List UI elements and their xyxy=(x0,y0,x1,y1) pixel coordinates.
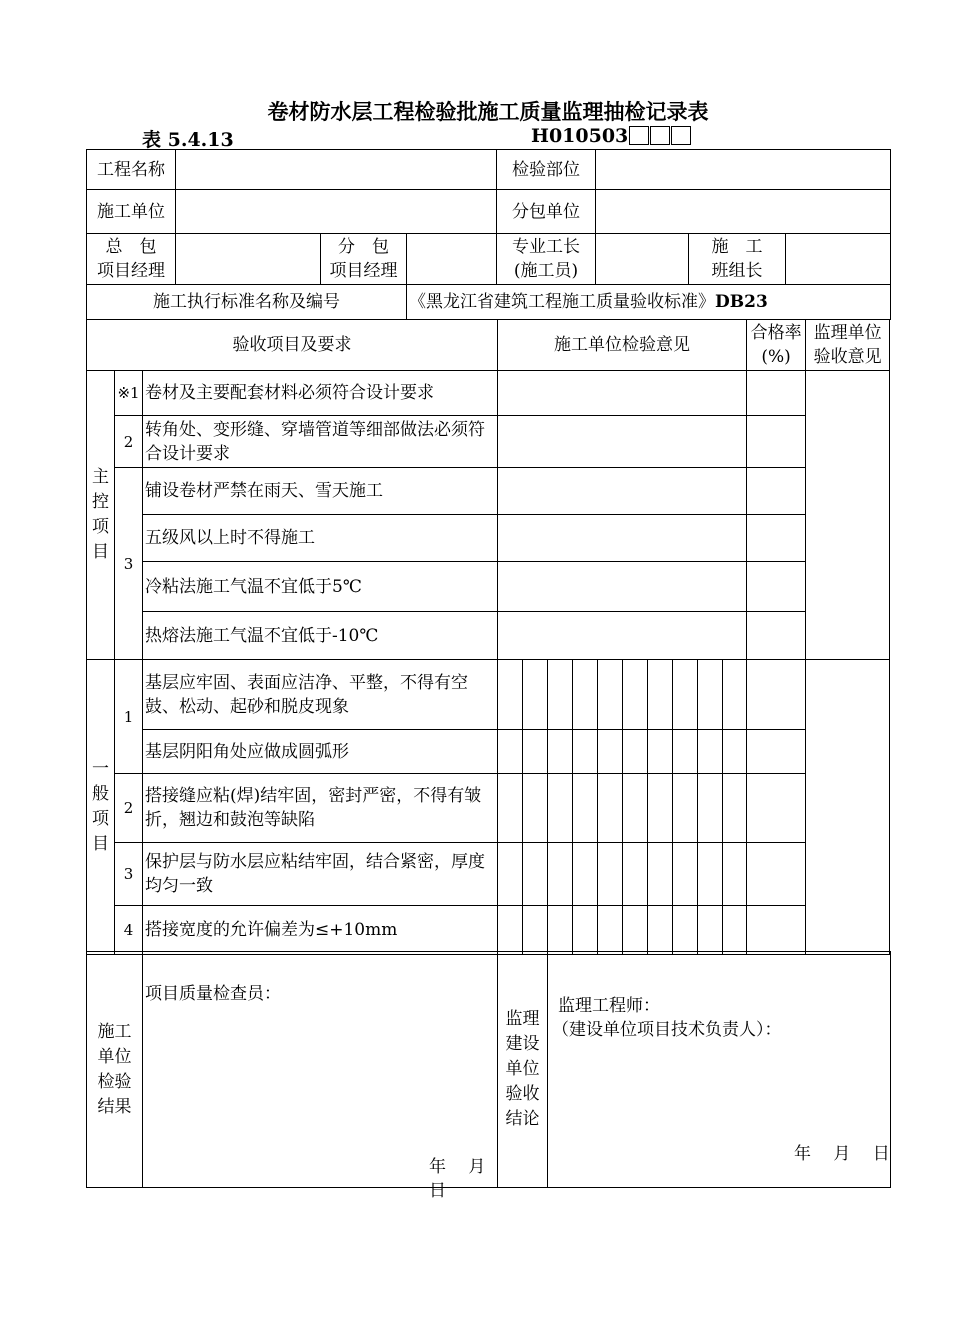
foreman-label xyxy=(497,234,596,285)
check-cell[interactable] xyxy=(498,843,523,906)
main-opinion-cell[interactable] xyxy=(498,612,747,660)
main-item-no: ※1 xyxy=(115,371,143,416)
sub-unit-field[interactable] xyxy=(596,190,891,234)
check-cell[interactable] xyxy=(723,774,747,843)
check-cell[interactable] xyxy=(548,730,573,774)
foreman-line-1: 专业工长 xyxy=(512,237,581,257)
check-cell[interactable] xyxy=(598,660,623,730)
general-label-char-3: 项 xyxy=(92,809,109,829)
check-cell[interactable] xyxy=(523,660,548,730)
main-item-no: 3 xyxy=(115,468,143,660)
code-box-3[interactable] xyxy=(671,126,691,145)
check-cell[interactable] xyxy=(498,730,523,774)
general-rate-cell[interactable] xyxy=(747,843,806,906)
check-cell[interactable] xyxy=(698,730,723,774)
main-opinion-cell[interactable] xyxy=(498,468,747,515)
engineer-sub-label: （建设单位项目技术负责人）： xyxy=(552,1020,782,1040)
main-label-char-2: 控 xyxy=(92,492,109,512)
result-label-line-3: 检验 xyxy=(97,1071,132,1092)
col-supervisor-header xyxy=(806,320,890,371)
main-item-text: 转角处、变形缝、穿墙管道等细部做法必须符合设计要求 xyxy=(143,416,498,468)
main-item-text: 热熔法施工气温不宜低于-10℃ xyxy=(143,612,498,660)
check-cell[interactable] xyxy=(673,660,698,730)
main-opinion-cell[interactable] xyxy=(498,371,747,416)
check-cell[interactable] xyxy=(673,906,698,955)
check-cell[interactable] xyxy=(523,906,548,955)
main-label-char-1: 主 xyxy=(92,467,109,487)
check-cell[interactable] xyxy=(573,730,598,774)
check-cell[interactable] xyxy=(648,660,673,730)
result-label-line-4: 结果 xyxy=(97,1096,132,1117)
table-row xyxy=(87,906,890,955)
result-cell[interactable] xyxy=(143,952,508,1201)
col-items-header: 验收项目及要求 xyxy=(87,320,498,371)
general-rate-cell[interactable] xyxy=(747,774,806,843)
check-cell[interactable] xyxy=(673,774,698,843)
team-leader-line-2: 班组长 xyxy=(711,261,763,281)
col-opinion-header: 施工单位检验意见 xyxy=(498,320,747,371)
conclusion-label-line-2: 建设 xyxy=(505,1034,540,1054)
result-label xyxy=(87,952,143,1188)
check-cell[interactable] xyxy=(698,774,723,843)
check-cell[interactable] xyxy=(623,843,648,906)
col-rate-line-2: (%) xyxy=(761,347,791,367)
inspect-location-field[interactable] xyxy=(596,150,891,190)
main-item-text: 冷粘法施工气温不宜低于5℃ xyxy=(143,562,498,612)
check-cell[interactable] xyxy=(698,660,723,730)
main-supervisor-cell[interactable] xyxy=(806,371,890,660)
code-box-1[interactable] xyxy=(629,126,649,145)
sub-unit-label: 分包单位 xyxy=(497,190,596,234)
form-code xyxy=(531,125,691,147)
sub-manager-label xyxy=(321,234,407,285)
check-cell[interactable] xyxy=(623,906,648,955)
main-item-text: 铺设卷材严禁在雨天、雪天施工 xyxy=(143,468,498,515)
table-row xyxy=(87,371,890,416)
check-cell[interactable] xyxy=(598,774,623,843)
main-item-text: 五级风以上时不得施工 xyxy=(143,515,498,562)
check-cell[interactable] xyxy=(573,774,598,843)
check-cell[interactable] xyxy=(573,843,598,906)
engineer-label: 监理工程师： xyxy=(558,996,660,1016)
check-cell[interactable] xyxy=(648,774,673,843)
standard-value xyxy=(407,285,891,320)
check-cell[interactable] xyxy=(723,730,747,774)
general-item-no: 2 xyxy=(115,774,143,843)
conclusion-label-line-3: 单位 xyxy=(505,1059,540,1079)
gc-manager-label xyxy=(87,234,176,285)
table-row xyxy=(87,416,890,468)
check-cell[interactable] xyxy=(498,906,523,955)
general-item-text: 搭接宽度的允许偏差为≤+10mm xyxy=(143,906,498,955)
main-opinion-cell[interactable] xyxy=(498,562,747,612)
general-item-text: 搭接缝应粘(焊)结牢固，密封严密，不得有皱折，翘边和鼓泡等缺陷 xyxy=(143,774,498,843)
main-opinion-cell[interactable] xyxy=(498,515,747,562)
result-label-line-2: 单位 xyxy=(97,1046,132,1067)
check-cell[interactable] xyxy=(523,730,548,774)
general-item-text: 基层阴阳角处应做成圆弧形 xyxy=(143,730,498,774)
table-row xyxy=(87,843,890,906)
date-left: 年 月 日 xyxy=(429,1157,508,1201)
header-table xyxy=(86,149,891,320)
table-number: 表 5.4.13 xyxy=(142,129,234,151)
check-cell[interactable] xyxy=(673,843,698,906)
project-name-label: 工程名称 xyxy=(87,150,176,190)
gc-manager-line-2: 项目经理 xyxy=(97,261,165,281)
construction-unit-label: 施工单位 xyxy=(87,190,176,234)
conclusion-label-line-4: 验收 xyxy=(505,1084,540,1104)
check-cell[interactable] xyxy=(723,906,747,955)
table-row xyxy=(87,562,890,612)
main-item-no: 2 xyxy=(115,416,143,468)
form-code-text: H010503 xyxy=(531,125,629,147)
general-label-char-4: 目 xyxy=(92,834,109,854)
check-cell[interactable] xyxy=(598,906,623,955)
general-item-no: 1 xyxy=(115,660,143,774)
gc-manager-field[interactable] xyxy=(176,234,321,285)
col-supervisor-line-1: 监理单位 xyxy=(813,323,882,343)
standard-value-text: 《黑龙江省建筑工程施工质量验收标准》 xyxy=(409,292,715,312)
check-cell[interactable] xyxy=(723,660,747,730)
main-control-label xyxy=(87,371,115,660)
check-cell[interactable] xyxy=(648,843,673,906)
general-rate-cell[interactable] xyxy=(747,730,806,774)
col-rate-line-1: 合格率 xyxy=(750,323,802,343)
main-rate-cell[interactable] xyxy=(747,515,806,562)
check-cell[interactable] xyxy=(698,906,723,955)
main-item-text: 卷材及主要配套材料必须符合设计要求 xyxy=(143,371,498,416)
check-cell[interactable] xyxy=(498,774,523,843)
check-cell[interactable] xyxy=(498,660,523,730)
main-label-char-3: 项 xyxy=(92,517,109,537)
standard-label: 施工执行标准名称及编号 xyxy=(87,285,407,320)
general-item-text: 基层应牢固、表面应洁净、平整，不得有空鼓、松动、起砂和脱皮现象 xyxy=(143,660,498,730)
check-cell[interactable] xyxy=(573,906,598,955)
foreman-line-2: (施工员) xyxy=(513,261,579,281)
check-cell[interactable] xyxy=(523,843,548,906)
items-table xyxy=(86,319,890,955)
general-label-char-1: 一 xyxy=(92,759,109,779)
foreman-field[interactable] xyxy=(596,234,689,285)
sub-manager-field[interactable] xyxy=(407,234,497,285)
sub-manager-line-2: 项目经理 xyxy=(329,261,398,281)
result-label-line-1: 施工 xyxy=(97,1021,132,1042)
check-cell[interactable] xyxy=(698,843,723,906)
check-cell[interactable] xyxy=(723,843,747,906)
check-cell[interactable] xyxy=(648,730,673,774)
check-cell[interactable] xyxy=(648,906,673,955)
general-item-no: 4 xyxy=(115,906,143,955)
check-cell[interactable] xyxy=(623,660,648,730)
footer-table xyxy=(86,951,891,1201)
main-rate-cell[interactable] xyxy=(747,562,806,612)
main-label-char-4: 目 xyxy=(92,542,109,562)
col-rate-header xyxy=(747,320,806,371)
table-row xyxy=(87,612,890,660)
check-cell[interactable] xyxy=(623,730,648,774)
general-rate-cell[interactable] xyxy=(747,906,806,955)
check-cell[interactable] xyxy=(523,774,548,843)
team-leader-label xyxy=(689,234,786,285)
check-cell[interactable] xyxy=(548,906,573,955)
main-rate-cell[interactable] xyxy=(747,612,806,660)
check-cell[interactable] xyxy=(548,843,573,906)
check-cell[interactable] xyxy=(673,730,698,774)
project-name-field[interactable] xyxy=(176,150,497,190)
conclusion-label-line-1: 监理 xyxy=(505,1009,540,1029)
table-row xyxy=(87,730,890,774)
table-row xyxy=(87,468,890,515)
table-row xyxy=(87,774,890,843)
main-rate-cell[interactable] xyxy=(747,416,806,468)
gc-manager-line-1: 总 包 xyxy=(105,237,157,257)
general-label-char-2: 般 xyxy=(92,784,109,804)
general-rate-cell[interactable] xyxy=(747,660,806,730)
conclusion-label-line-5: 结论 xyxy=(505,1109,540,1129)
date-right: 年 月 日 xyxy=(794,1144,890,1164)
table-row xyxy=(87,660,890,730)
check-cell[interactable] xyxy=(623,774,648,843)
check-cell[interactable] xyxy=(573,660,598,730)
construction-unit-field[interactable] xyxy=(176,190,497,234)
check-cell[interactable] xyxy=(598,730,623,774)
general-item-no: 3 xyxy=(115,843,143,906)
conclusion-label xyxy=(498,952,548,1188)
main-rate-cell[interactable] xyxy=(747,468,806,515)
general-item-text: 保护层与防水层应粘结牢固，结合紧密，厚度均匀一致 xyxy=(143,843,498,906)
inspect-location-label: 检验部位 xyxy=(497,150,596,190)
conclusion-cell[interactable] xyxy=(548,952,891,1188)
team-leader-line-1: 施 工 xyxy=(711,237,763,257)
main-rate-cell[interactable] xyxy=(747,371,806,416)
col-supervisor-line-2: 验收意见 xyxy=(813,347,882,367)
general-supervisor-cell[interactable] xyxy=(806,660,890,955)
team-leader-field[interactable] xyxy=(786,234,891,285)
check-cell[interactable] xyxy=(598,843,623,906)
main-opinion-cell[interactable] xyxy=(498,416,747,468)
code-box-2[interactable] xyxy=(650,126,670,145)
sub-manager-line-1: 分 包 xyxy=(338,237,389,257)
form-title: 卷材防水层工程检验批施工质量监理抽检记录表 xyxy=(267,100,709,124)
inspector-label: 项目质量检查员： xyxy=(145,984,281,1004)
general-label xyxy=(87,660,115,955)
check-cell[interactable] xyxy=(548,660,573,730)
check-cell[interactable] xyxy=(548,774,573,843)
table-row xyxy=(87,515,890,562)
standard-code: DB23 xyxy=(715,292,768,312)
